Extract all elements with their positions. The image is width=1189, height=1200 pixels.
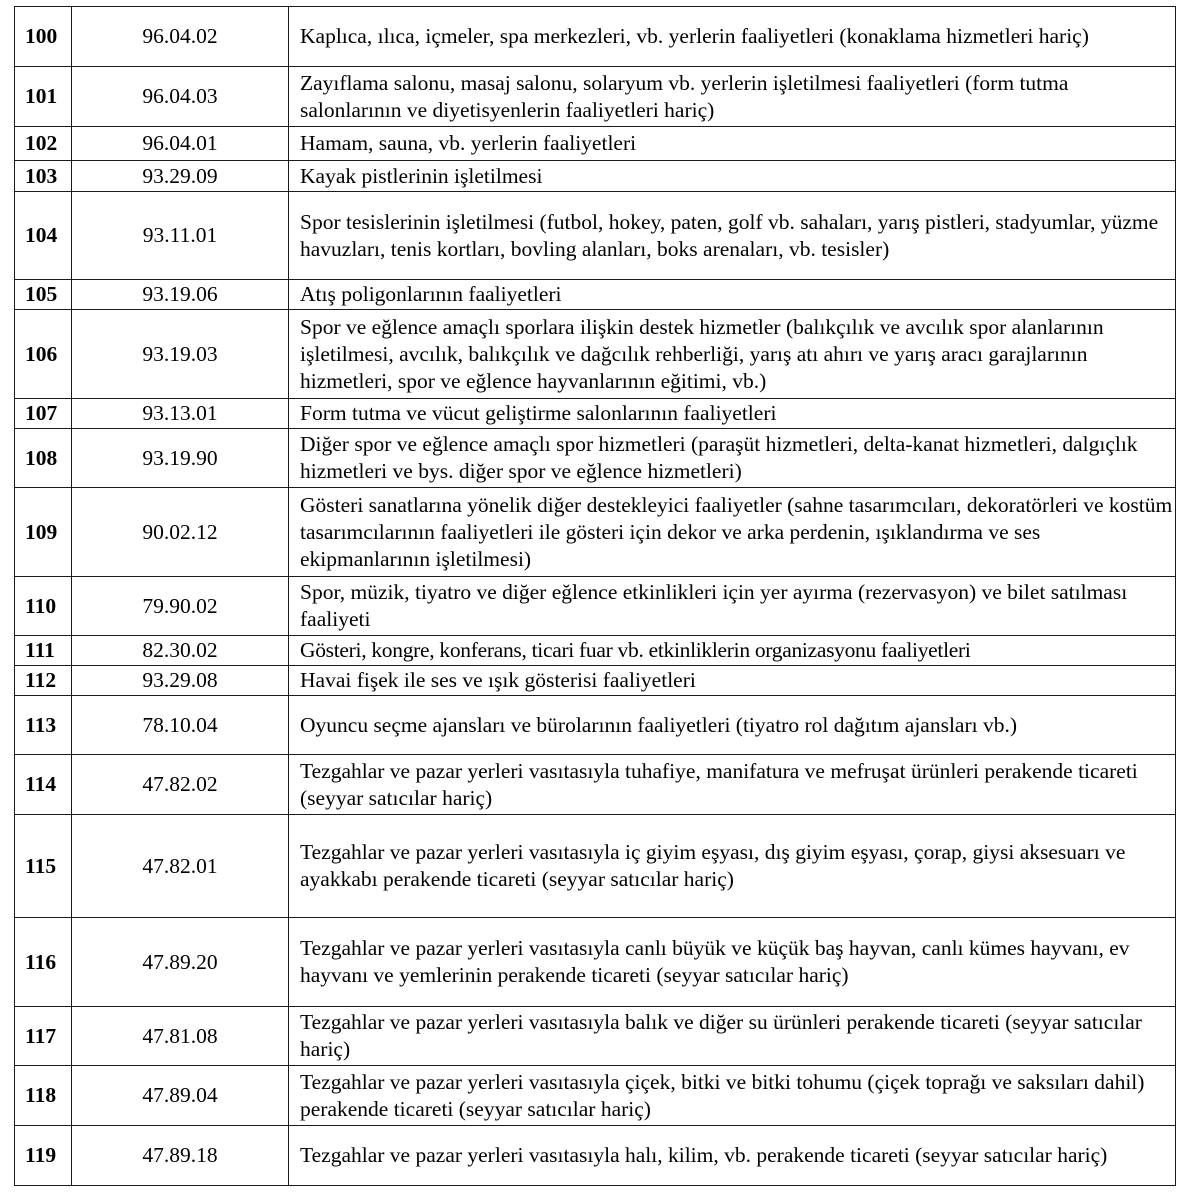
row-number: 108 [15, 429, 72, 488]
row-number: 100 [15, 7, 72, 67]
activity-description: Form tutma ve vücut geliştirme salonlarının faaliyetleri [289, 399, 1176, 429]
activity-description: Tezgahlar ve pazar yerleri vasıtasıyla tuhafiye, manifatura ve mefruşat ürünleri perakende ticareti (seyyar satıcılar hariç) [289, 755, 1176, 815]
activity-description: Spor tesislerinin işletilmesi (futbol, hokey, paten, golf vb. sahaları, yarış pistleri, stadyumlar, yüzme havuzları, tenis kortları, bovling alanları, boks arenaları, vb. tesisler) [289, 192, 1176, 280]
activity-description: Gösteri sanatlarına yönelik diğer destekleyici faaliyetler (sahne tasarımcıları, dekoratörleri ve kostüm tasarımcılarının faaliyetleri ile gösteri için dekor ve arka perdenin, ışıklandırma ve ses ekipmanlarının işletilmesi) [289, 488, 1176, 577]
row-number: 111 [15, 636, 72, 666]
row-number: 101 [15, 67, 72, 127]
activity-code: 82.30.02 [72, 636, 289, 666]
row-number: 113 [15, 696, 72, 755]
activity-code: 79.90.02 [72, 577, 289, 636]
activity-description: Havai fişek ile ses ve ışık gösterisi faaliyetleri [289, 666, 1176, 696]
table-row [15, 280, 1176, 310]
row-number: 106 [15, 310, 72, 399]
row-number: 104 [15, 192, 72, 280]
activity-description: Atış poligonlarının faaliyetleri [289, 280, 1176, 310]
table-row [15, 1126, 1176, 1186]
table-row [15, 666, 1176, 696]
activity-description: Tezgahlar ve pazar yerleri vasıtasıyla canlı büyük ve küçük baş hayvan, canlı kümes hayvanı, ev hayvanı ve yemlerinin perakende ticareti (seyyar satıcılar hariç) [289, 918, 1176, 1007]
row-number: 116 [15, 918, 72, 1007]
table-row [15, 429, 1176, 488]
activity-description: Kaplıca, ılıca, içmeler, spa merkezleri, vb. yerlerin faaliyetleri (konaklama hizmetleri hariç) [289, 7, 1176, 67]
activity-code: 47.81.08 [72, 1007, 289, 1066]
activity-code: 90.02.12 [72, 488, 289, 577]
row-number: 105 [15, 280, 72, 310]
activity-code: 96.04.03 [72, 67, 289, 127]
row-number: 110 [15, 577, 72, 636]
table-row [15, 815, 1176, 918]
activity-code: 78.10.04 [72, 696, 289, 755]
table-row [15, 636, 1176, 666]
activity-description: Kayak pistlerinin işletilmesi [289, 161, 1176, 192]
row-number: 109 [15, 488, 72, 577]
activity-code: 93.13.01 [72, 399, 289, 429]
activity-description: Zayıflama salonu, masaj salonu, solaryum vb. yerlerin işletilmesi faaliyetleri (form tutma salonlarının ve diyetisyenlerin faaliyetleri hariç) [289, 67, 1176, 127]
table-row [15, 1007, 1176, 1066]
table-row [15, 577, 1176, 636]
activity-code: 96.04.01 [72, 127, 289, 161]
row-number: 119 [15, 1126, 72, 1186]
table-row [15, 696, 1176, 755]
activity-description: Gösteri, kongre, konferans, ticari fuar vb. etkinliklerin organizasyonu faaliyetleri [289, 636, 1176, 666]
row-number: 115 [15, 815, 72, 918]
activity-description: Oyuncu seçme ajansları ve bürolarının faaliyetleri (tiyatro rol dağıtım ajansları vb.) [289, 696, 1176, 755]
row-number: 103 [15, 161, 72, 192]
row-number: 112 [15, 666, 72, 696]
activity-description: Tezgahlar ve pazar yerleri vasıtasıyla çiçek, bitki ve bitki tohumu (çiçek toprağı ve saksıları dahil) perakende ticareti (seyyar satıcılar hariç) [289, 1066, 1176, 1126]
table-row [15, 310, 1176, 399]
activity-code: 93.29.09 [72, 161, 289, 192]
table-row [15, 192, 1176, 280]
activity-code: 47.89.04 [72, 1066, 289, 1126]
activity-description: Tezgahlar ve pazar yerleri vasıtasıyla balık ve diğer su ürünleri perakende ticareti (seyyar satıcılar hariç) [289, 1007, 1176, 1066]
row-number: 102 [15, 127, 72, 161]
activity-description: Spor, müzik, tiyatro ve diğer eğlence etkinlikleri için yer ayırma (rezervasyon) ve bilet satılması faaliyeti [289, 577, 1176, 636]
activity-code: 93.29.08 [72, 666, 289, 696]
activity-code: 47.82.02 [72, 755, 289, 815]
table-row [15, 755, 1176, 815]
activity-code-table [14, 6, 1176, 1186]
activity-description: Tezgahlar ve pazar yerleri vasıtasıyla halı, kilim, vb. perakende ticareti (seyyar satıcılar hariç) [289, 1126, 1176, 1186]
table-row [15, 7, 1176, 67]
table-row [15, 488, 1176, 577]
activity-code: 47.89.18 [72, 1126, 289, 1186]
activity-code: 93.19.90 [72, 429, 289, 488]
table-row [15, 399, 1176, 429]
row-number: 118 [15, 1066, 72, 1126]
activity-description: Spor ve eğlence amaçlı sporlara ilişkin destek hizmetler (balıkçılık ve avcılık spor alanlarının işletilmesi, avcılık, balıkçılık ve dağcılık rehberliği, yarış atı ahırı ve yarış aracı garajlarının hizmetleri, spor ve eğlence hayvanlarının eğitimi, vb.) [289, 310, 1176, 399]
activity-description: Hamam, sauna, vb. yerlerin faaliyetleri [289, 127, 1176, 161]
row-number: 114 [15, 755, 72, 815]
table-row [15, 918, 1176, 1007]
table-body [15, 7, 1176, 1186]
activity-code: 47.89.20 [72, 918, 289, 1007]
activity-code: 47.82.01 [72, 815, 289, 918]
row-number: 107 [15, 399, 72, 429]
table-row [15, 161, 1176, 192]
table-row [15, 127, 1176, 161]
activity-description: Tezgahlar ve pazar yerleri vasıtasıyla iç giyim eşyası, dış giyim eşyası, çorap, giysi aksesuarı ve ayakkabı perakende ticareti (seyyar satıcılar hariç) [289, 815, 1176, 918]
activity-code: 93.11.01 [72, 192, 289, 280]
row-number: 117 [15, 1007, 72, 1066]
activity-code: 93.19.03 [72, 310, 289, 399]
activity-description: Diğer spor ve eğlence amaçlı spor hizmetleri (paraşüt hizmetleri, delta-kanat hizmetleri, dalgıçlık hizmetleri ve bys. diğer spor ve eğlence hizmetleri) [289, 429, 1176, 488]
activity-code: 96.04.02 [72, 7, 289, 67]
table-row [15, 67, 1176, 127]
table-row [15, 1066, 1176, 1126]
activity-code: 93.19.06 [72, 280, 289, 310]
